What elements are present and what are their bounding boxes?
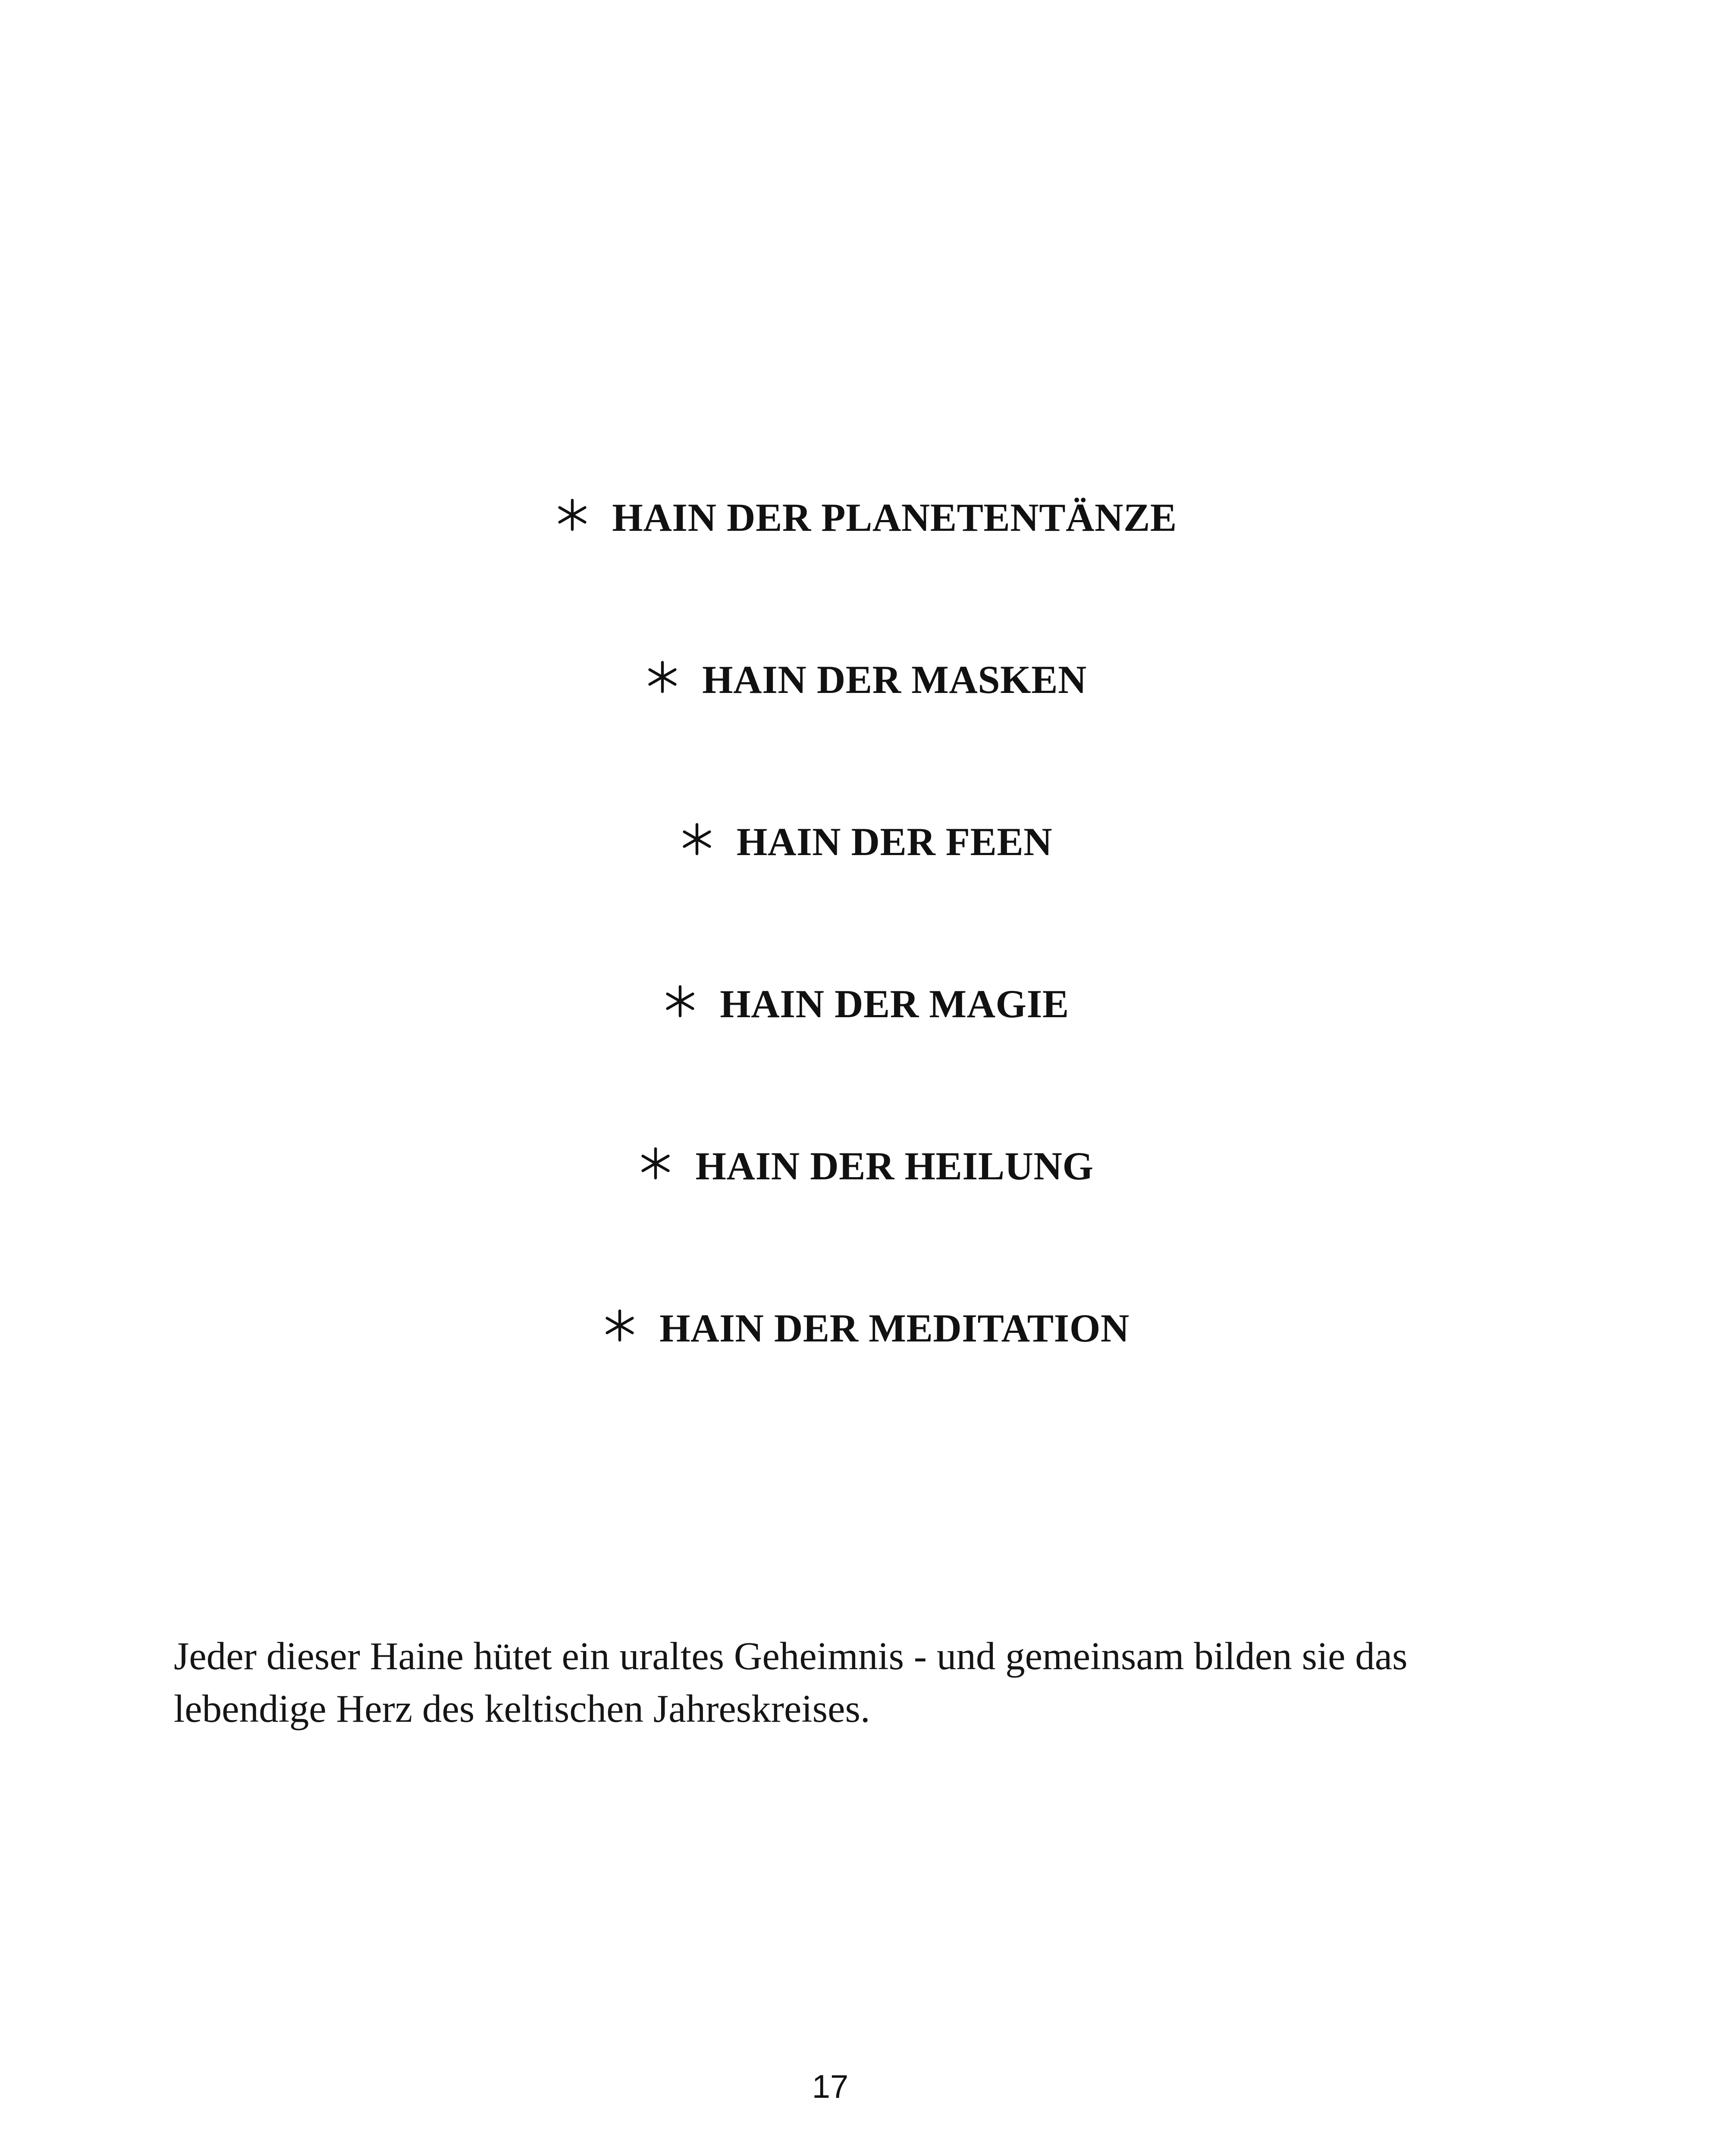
grove-label: HAIN DER MASKEN [702, 658, 1087, 702]
page-number: 17 [812, 2068, 849, 2105]
paragraph-line-1: Jeder dieser Haine hütet ein uraltes Geheimnis - und gemeinsam bilden sie das [174, 1634, 1408, 1678]
asterisk-icon [555, 492, 590, 543]
asterisk-icon [645, 654, 680, 705]
grove-item-feen [0, 816, 1732, 978]
asterisk-icon [663, 978, 697, 1030]
grove-label: HAIN DER PLANETENTÄNZE [612, 495, 1177, 539]
grove-item-meditation [0, 1302, 1732, 1464]
grove-label: HAIN DER MEDITATION [659, 1306, 1130, 1350]
grove-item-heilung [0, 1140, 1732, 1302]
grove-item-magie [0, 978, 1732, 1140]
asterisk-icon [638, 1140, 673, 1192]
asterisk-icon [602, 1302, 637, 1354]
asterisk-icon [680, 816, 714, 868]
grove-item-masken [0, 654, 1732, 816]
grove-label: HAIN DER FEEN [736, 820, 1053, 864]
grove-list [0, 492, 1732, 1464]
grove-label: HAIN DER HEILUNG [695, 1144, 1094, 1188]
grove-label: HAIN DER MAGIE [720, 982, 1069, 1026]
body-paragraph [174, 1630, 1580, 1735]
grove-item-planetentaenze [0, 492, 1732, 654]
paragraph-line-2: lebendige Herz des keltischen Jahreskreises. [174, 1687, 870, 1730]
